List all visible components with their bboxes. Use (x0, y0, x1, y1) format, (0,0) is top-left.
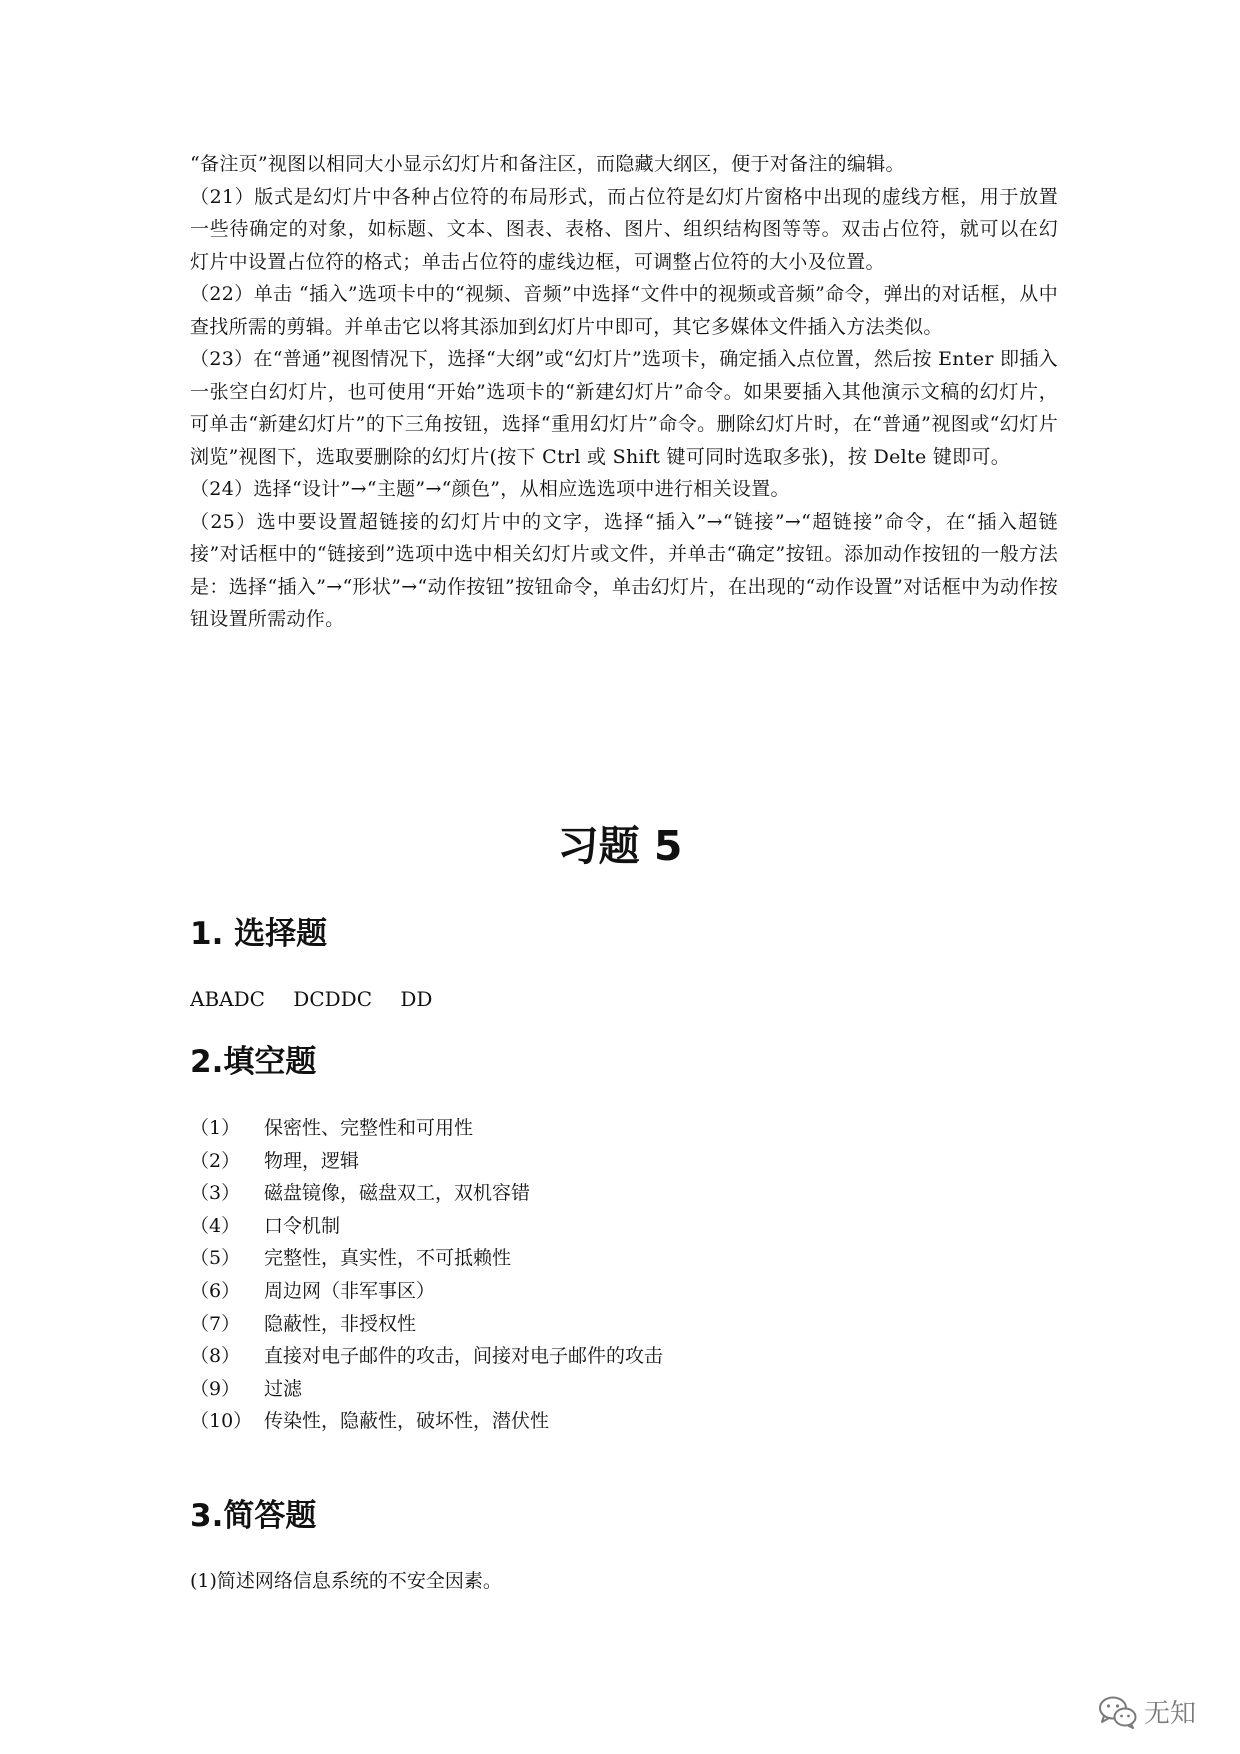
paragraph-notes-view: “备注页”视图以相同大小显示幻灯片和备注区，而隐藏大纲区，便于对备注的编辑。 (190, 153, 905, 175)
list-item (190, 1210, 663, 1243)
fill-answer-list (190, 1112, 663, 1438)
item-text: 过滤 (264, 1377, 303, 1400)
chapter-title: 习题 5 (557, 822, 683, 870)
list-item (190, 1145, 663, 1178)
item-text: 直接对电子邮件的攻击，间接对电子邮件的攻击 (264, 1345, 664, 1368)
item-text: 完整性，真实性，不可抵赖性 (264, 1247, 512, 1270)
list-item (190, 1405, 663, 1438)
item-number: （1） (190, 1117, 241, 1139)
item-number: （3） (190, 1182, 241, 1205)
section-heading-fill: 2.填空题 (190, 1044, 317, 1080)
item-number: （9） (190, 1377, 241, 1400)
item-text: 保密性、完整性和可用性 (264, 1117, 474, 1139)
section-heading-short-answer: 3.简答题 (190, 1498, 317, 1534)
item-text: 口令机制 (264, 1214, 341, 1237)
item-text: 磁盘镜像，磁盘双工，双机容错 (264, 1182, 531, 1205)
paragraph-23: （23）在“普通”视图情况下，选择“大纲”或“幻灯片”选项卡，确定插入点位置，然后按 Enter 即插入一张空白幻灯片，也可使用“开始”选项卡的“新建幻灯片”命令。如果要插入其他演示文稿的幻灯片，可单击“新建幻灯片”的下三角按钮，选择“重用幻灯片”命令。删除幻灯片时，在“普通”视图或“幻灯片浏览”视图下，选取要删除的幻灯片(按下 Ctrl 或 Shift 键可同时选取多张)，按 Delte 键即可。 (190, 348, 1058, 468)
list-item (190, 1308, 663, 1341)
list-item (190, 1340, 663, 1373)
item-number: （10） (190, 1410, 253, 1433)
item-text: 隐蔽性，非授权性 (264, 1312, 417, 1335)
item-text: 物理，逻辑 (264, 1149, 360, 1172)
paragraph-25: （25）选中要设置超链接的幻灯片中的文字，选择“插入”→“链接”→“超链接”命令，在“插入超链接”对话框中的“链接到”选项中选中相关幻灯片或文件，并单击“确定”按钮。添加动作按钮的一般方法是：选择“插入”→“形状”→“动作按钮”按钮命令，单击幻灯片，在出现的“动作设置”对话框中为动作按钮设置所需动作。 (190, 510, 1058, 630)
item-number: （8） (190, 1345, 241, 1368)
watermark-text: 无知 (1143, 1699, 1196, 1729)
list-item (190, 1242, 663, 1275)
item-text: 周边网（非军事区） (264, 1279, 436, 1302)
item-number: （4） (190, 1214, 241, 1237)
short-answer-question: (1)简述网络信息系统的不安全因素。 (190, 1570, 502, 1592)
choice-answers (190, 984, 454, 1014)
wechat-icon (1098, 1695, 1138, 1729)
answer-group: DCDDC (293, 987, 372, 1011)
list-item (190, 1275, 663, 1308)
answer-paragraphs (190, 148, 1058, 636)
section-heading-choice: 1. 选择题 (190, 916, 328, 952)
answer-group: DD (400, 987, 433, 1011)
watermark (1098, 1693, 1196, 1730)
paragraph-22: （22）单击 “插入”选项卡中的“视频、音频”中选择“文件中的视频或音频”命令，弹出的对话框，从中查找所需的剪辑。并单击它以将其添加到幻灯片中即可，其它多媒体文件插入方法类似。 (190, 283, 1058, 338)
list-item (190, 1112, 663, 1145)
item-number: （6） (190, 1279, 241, 1302)
paragraph-21: （21）版式是幻灯片中各种占位符的布局形式，而占位符是幻灯片窗格中出现的虚线方框，用于放置一些待确定的对象，如标题、文本、图表、表格、图片、组织结构图等等。双击占位符，就可以在幻灯片中设置占位符的格式；单击占位符的虚线边框，可调整占位符的大小及位置。 (190, 185, 1058, 273)
answer-group: ABADC (190, 987, 265, 1011)
list-item (190, 1177, 663, 1210)
paragraph-24: （24）选择“设计”→“主题”→“颜色”，从相应选选项中进行相关设置。 (190, 478, 790, 500)
item-number: （2） (190, 1149, 241, 1172)
item-number: （7） (190, 1312, 241, 1335)
item-number: （5） (190, 1247, 241, 1270)
list-item (190, 1373, 663, 1406)
item-text: 传染性，隐蔽性，破坏性，潜伏性 (264, 1410, 550, 1433)
